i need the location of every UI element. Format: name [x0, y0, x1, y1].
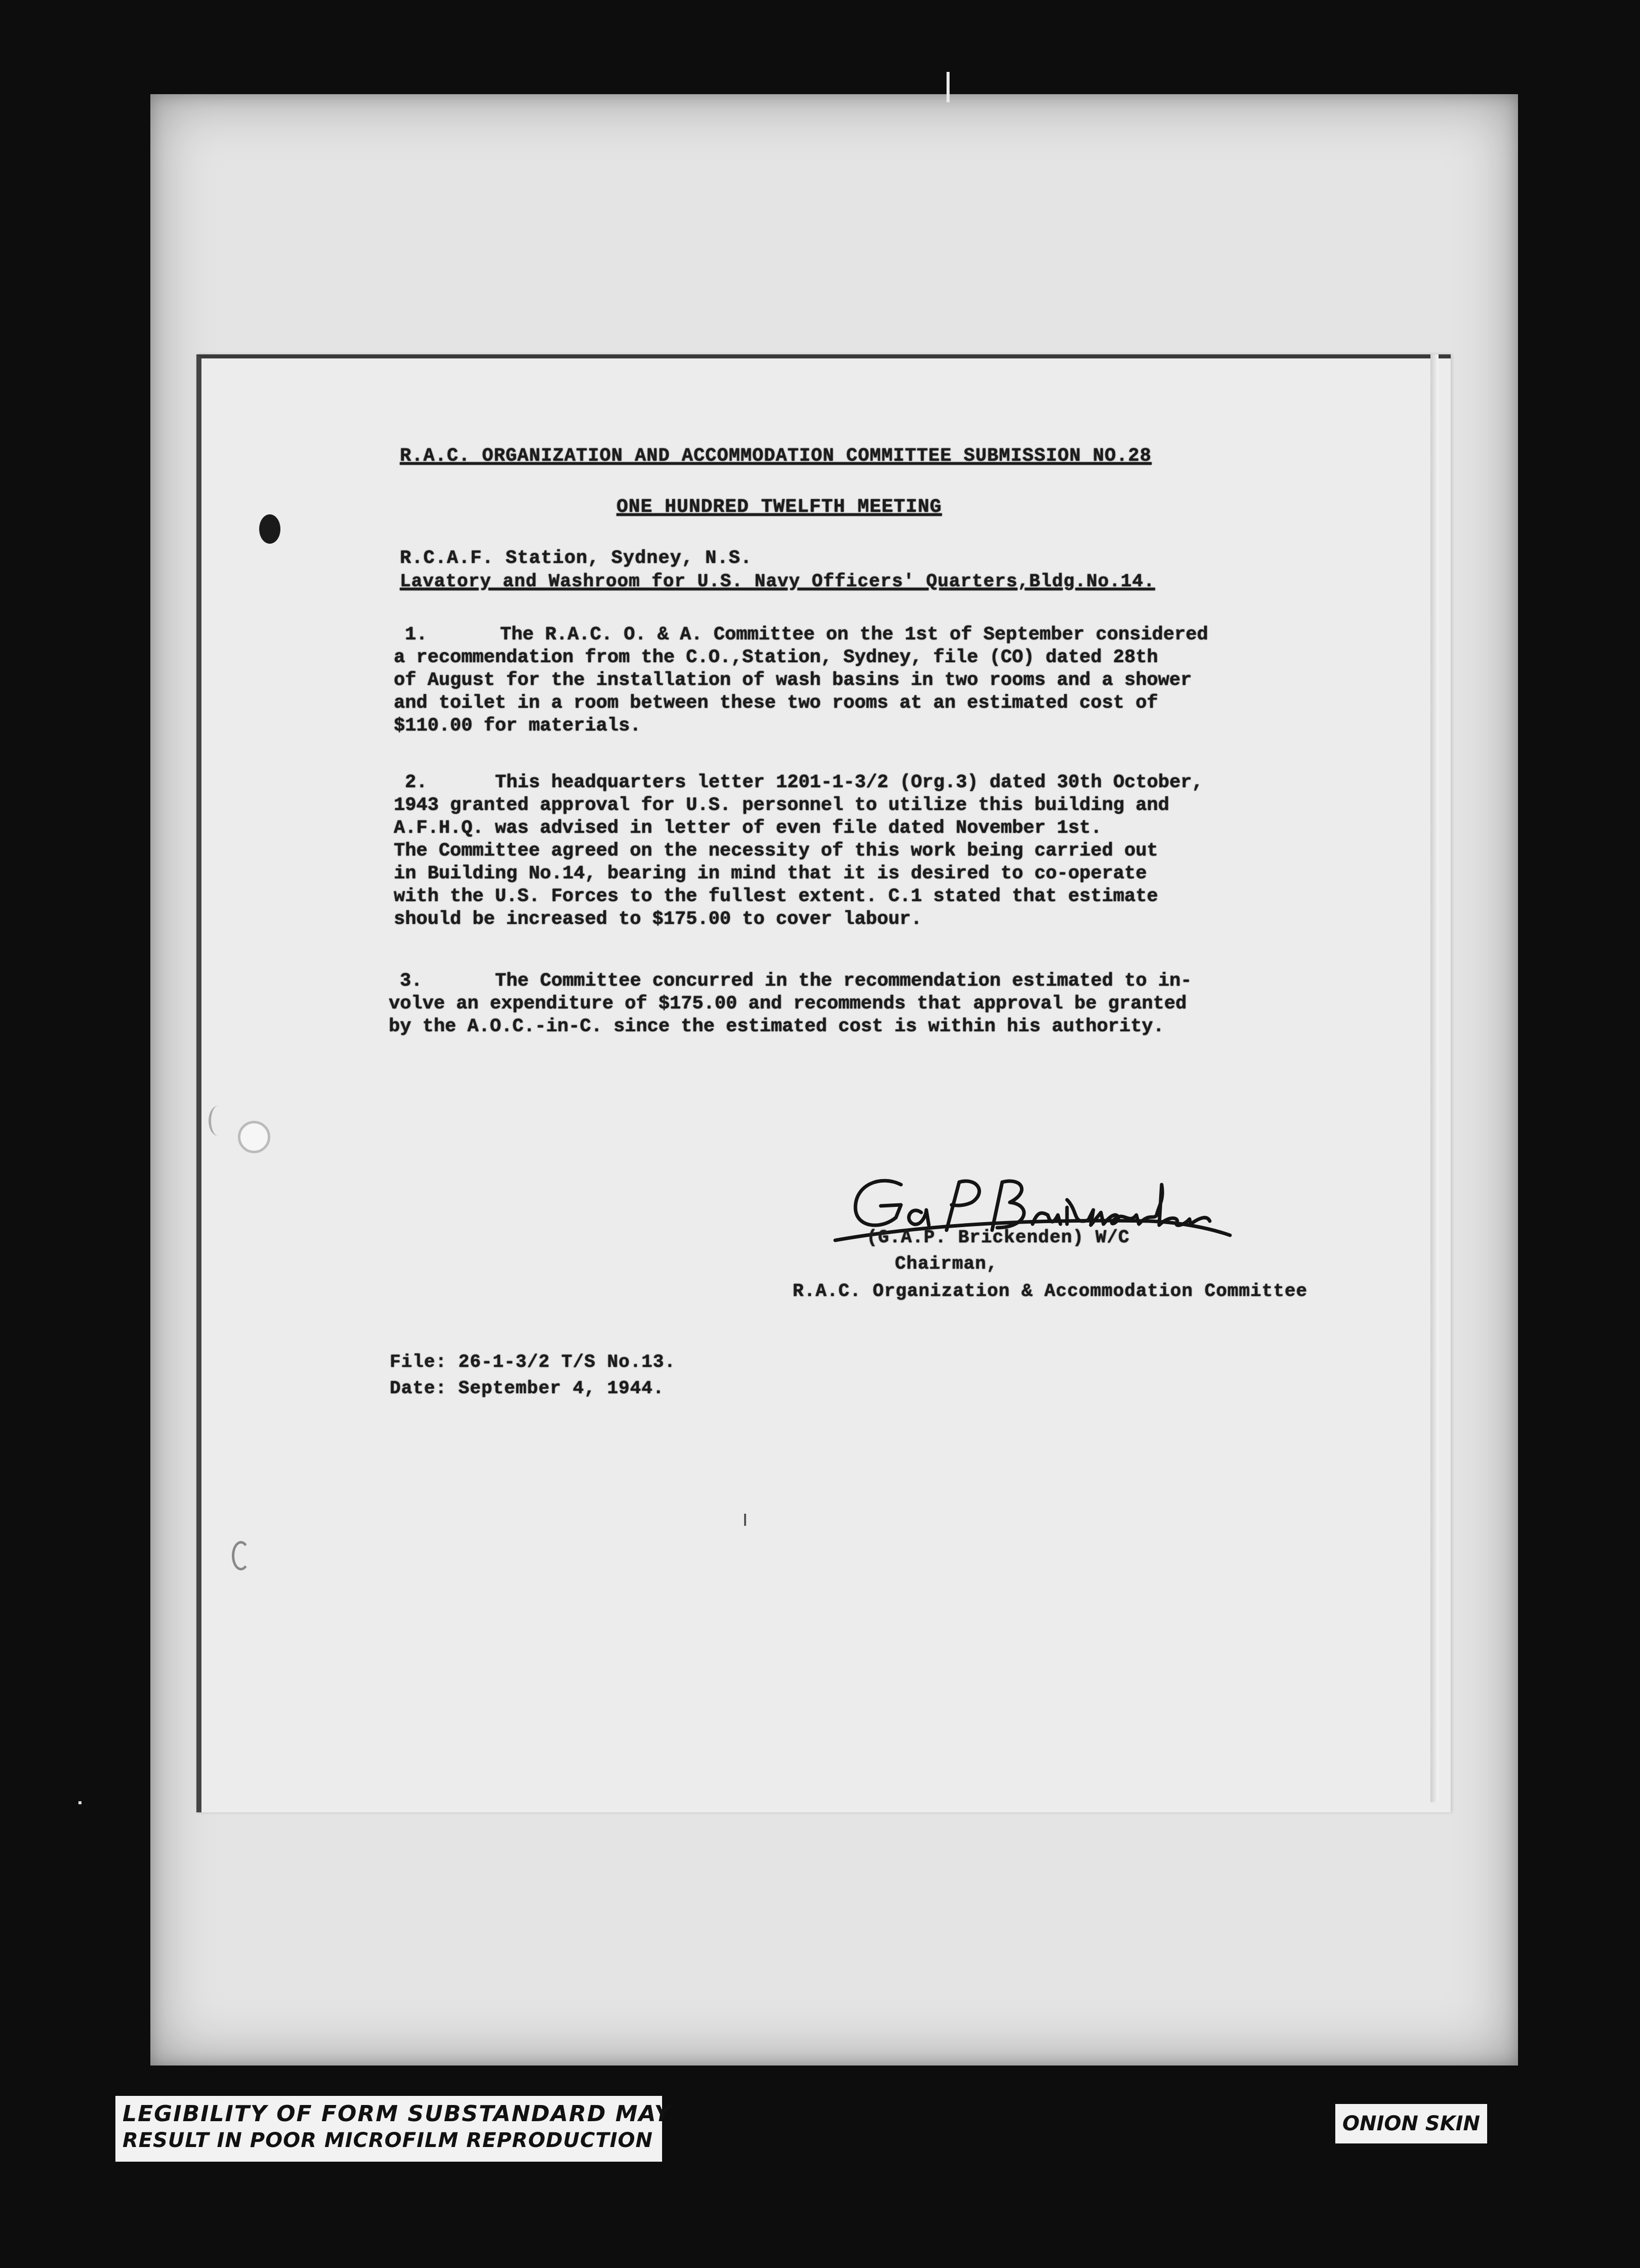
paragraph-number: 2. [405, 772, 428, 793]
signer-name: (G.A.P. Brickenden) W/C [867, 1227, 1130, 1248]
legibility-note-line: RESULT IN POOR MICROFILM REPRODUCTION [122, 2129, 653, 2152]
paragraph-line: of August for the installation of wash basins in two rooms and a shower [394, 670, 1192, 691]
station-line: R.C.A.F. Station, Sydney, N.S. [400, 548, 753, 569]
paragraph-line: by the A.O.C.-in-C. since the estimated cost is within his authority. [389, 1016, 1165, 1037]
paragraph-line: volve an expenditure of $175.00 and recommends that approval be granted [389, 993, 1187, 1015]
legibility-note [115, 2096, 672, 2162]
document-date: Date: September 4, 1944. [390, 1378, 665, 1399]
paragraph-line: This headquarters letter 1201-1-3/2 (Org.3) dated 30th October, [495, 772, 1203, 793]
paragraph-line: 1943 granted approval for U.S. personnel to utilize this building and [394, 795, 1170, 816]
legibility-note-line: LEGIBILITY OF FORM SUBSTANDARD MAY [122, 2101, 672, 2127]
paragraph-line: and toilet in a room between these two rooms at an estimated cost of [394, 693, 1158, 714]
paragraph-line: a recommendation from the C.O.,Station, Sydney, file (CO) dated 28th [394, 647, 1158, 668]
sheet-edge [1430, 354, 1439, 1802]
paragraph-number: 1. [405, 624, 428, 645]
document-heading: R.A.C. ORGANIZATION AND ACCOMMODATION COMMITTEE SUBMISSION NO.28 [400, 446, 1152, 467]
paragraph-line: The R.A.C. O. & A. Committee on the 1st of September considered [500, 624, 1208, 645]
paragraph-line: with the U.S. Forces to the fullest extent. C.1 stated that estimate [394, 886, 1158, 907]
signer-title: Chairman, [895, 1253, 998, 1274]
paragraph-line: should be increased to $175.00 to cover labour. [394, 909, 922, 930]
punch-hole [238, 1121, 270, 1153]
speck [744, 1514, 746, 1526]
meeting-title: ONE HUNDRED TWELFTH MEETING [617, 496, 942, 518]
speck [947, 72, 950, 102]
punch-hole [259, 514, 280, 544]
file-reference: File: 26-1-3/2 T/S No.13. [390, 1352, 676, 1372]
paragraph-number: 3. [400, 970, 423, 992]
punch-hole [209, 1106, 228, 1136]
onion-skin-note: ONION SKIN [1335, 2104, 1487, 2143]
paragraph-line: A.F.H.Q. was advised in letter of even file dated November 1st. [394, 818, 1102, 839]
speck [78, 1801, 81, 1804]
paragraph-line: The Committee concurred in the recommendation estimated to in- [495, 970, 1192, 992]
signer-committee: R.A.C. Organization & Accommodation Committee [793, 1281, 1308, 1302]
paragraph-line: in Building No.14, bearing in mind that it is desired to co-operate [394, 863, 1147, 884]
paragraph-line: The Committee agreed on the necessity of this work being carried out [394, 840, 1158, 862]
paragraph-line: $110.00 for materials. [394, 715, 641, 737]
subject-line: Lavatory and Washroom for U.S. Navy Officers' Quarters,Bldg.No.14. [400, 571, 1155, 592]
punch-hole [232, 1541, 250, 1570]
